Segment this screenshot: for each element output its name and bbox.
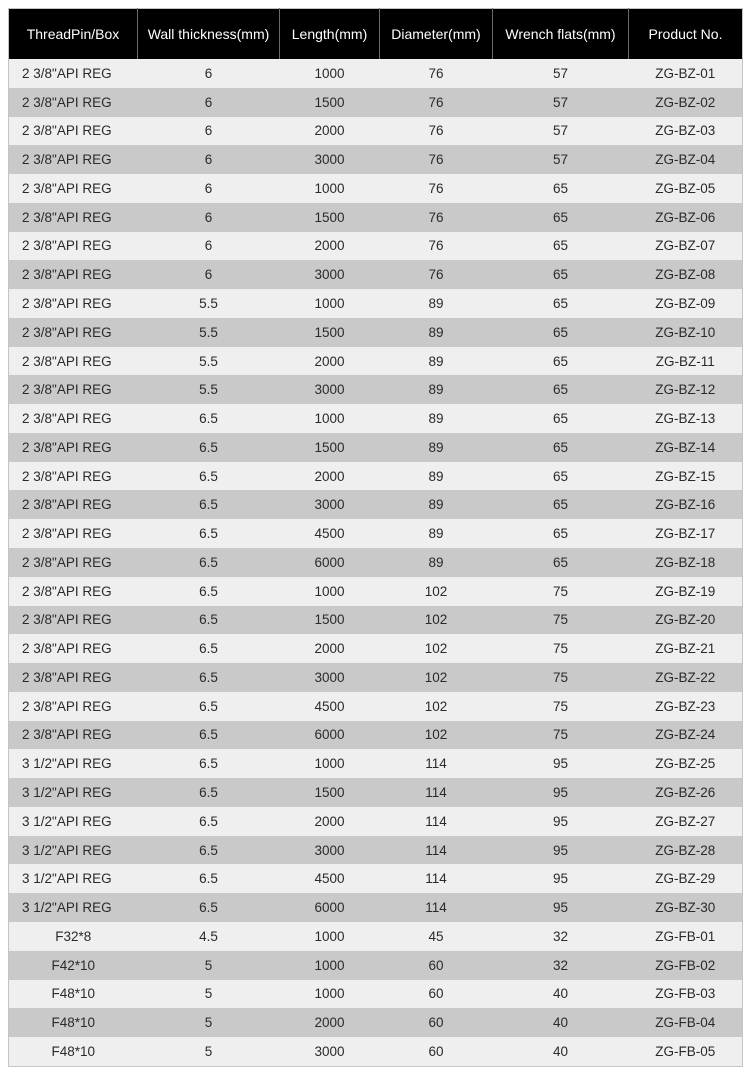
cell-wall-thickness: 6 — [138, 260, 280, 289]
cell-product-no: ZG-BZ-18 — [629, 548, 743, 577]
cell-wall-thickness: 6.5 — [138, 836, 280, 865]
cell-product-no: ZG-FB-05 — [629, 1037, 743, 1066]
cell-diameter: 102 — [380, 606, 493, 635]
cell-wall-thickness: 6.5 — [138, 548, 280, 577]
cell-diameter: 60 — [380, 1008, 493, 1037]
cell-thread: 2 3/8"API REG — [9, 577, 138, 606]
cell-thread: 2 3/8"API REG — [9, 404, 138, 433]
cell-thread: 2 3/8"API REG — [9, 663, 138, 692]
cell-length: 1500 — [280, 318, 380, 347]
cell-length: 1500 — [280, 606, 380, 635]
cell-product-no: ZG-FB-03 — [629, 980, 743, 1009]
header-product-no: Product No. — [629, 9, 743, 60]
cell-thread: 3 1/2"API REG — [9, 778, 138, 807]
cell-product-no: ZG-BZ-09 — [629, 289, 743, 318]
header-diameter: Diameter(mm) — [380, 9, 493, 60]
table-row — [9, 203, 743, 232]
cell-length: 4500 — [280, 692, 380, 721]
table-row — [9, 1037, 743, 1066]
cell-product-no: ZG-BZ-25 — [629, 749, 743, 778]
cell-product-no: ZG-BZ-08 — [629, 260, 743, 289]
cell-wrench-flats: 65 — [493, 433, 629, 462]
cell-product-no: ZG-BZ-29 — [629, 864, 743, 893]
cell-product-no: ZG-FB-04 — [629, 1008, 743, 1037]
cell-wrench-flats: 65 — [493, 462, 629, 491]
cell-thread: 2 3/8"API REG — [9, 462, 138, 491]
cell-wall-thickness: 4.5 — [138, 922, 280, 951]
cell-product-no: ZG-BZ-15 — [629, 462, 743, 491]
table-row — [9, 174, 743, 203]
cell-wrench-flats: 32 — [493, 951, 629, 980]
cell-length: 2000 — [280, 634, 380, 663]
cell-length: 1000 — [280, 951, 380, 980]
spec-table-container — [8, 8, 742, 1067]
cell-wrench-flats: 57 — [493, 117, 629, 146]
cell-wrench-flats: 95 — [493, 807, 629, 836]
cell-wrench-flats: 40 — [493, 1008, 629, 1037]
cell-thread: 2 3/8"API REG — [9, 692, 138, 721]
cell-product-no: ZG-BZ-20 — [629, 606, 743, 635]
cell-wall-thickness: 6.5 — [138, 807, 280, 836]
cell-product-no: ZG-BZ-24 — [629, 721, 743, 750]
cell-diameter: 60 — [380, 951, 493, 980]
cell-wall-thickness: 6.5 — [138, 577, 280, 606]
cell-diameter: 76 — [380, 203, 493, 232]
cell-thread: F48*10 — [9, 980, 138, 1009]
cell-diameter: 89 — [380, 490, 493, 519]
cell-length: 1500 — [280, 778, 380, 807]
cell-diameter: 89 — [380, 462, 493, 491]
table-body — [9, 59, 743, 1066]
cell-thread: 2 3/8"API REG — [9, 347, 138, 376]
cell-diameter: 76 — [380, 88, 493, 117]
cell-wall-thickness: 6 — [138, 117, 280, 146]
cell-thread: F32*8 — [9, 922, 138, 951]
cell-wall-thickness: 5.5 — [138, 318, 280, 347]
table-row — [9, 749, 743, 778]
header-wall-thickness: Wall thickness(mm) — [138, 9, 280, 60]
cell-thread: 2 3/8"API REG — [9, 145, 138, 174]
cell-diameter: 102 — [380, 692, 493, 721]
cell-diameter: 89 — [380, 404, 493, 433]
cell-thread: 2 3/8"API REG — [9, 433, 138, 462]
table-row — [9, 692, 743, 721]
cell-length: 2000 — [280, 347, 380, 376]
cell-product-no: ZG-BZ-10 — [629, 318, 743, 347]
table-header — [9, 9, 743, 60]
table-row — [9, 980, 743, 1009]
cell-thread: 2 3/8"API REG — [9, 548, 138, 577]
cell-thread: 3 1/2"API REG — [9, 893, 138, 922]
cell-wall-thickness: 6.5 — [138, 490, 280, 519]
cell-thread: 2 3/8"API REG — [9, 634, 138, 663]
cell-length: 6000 — [280, 548, 380, 577]
cell-length: 2000 — [280, 462, 380, 491]
cell-thread: 2 3/8"API REG — [9, 519, 138, 548]
cell-wall-thickness: 6.5 — [138, 404, 280, 433]
table-row — [9, 519, 743, 548]
header-length: Length(mm) — [280, 9, 380, 60]
cell-diameter: 76 — [380, 174, 493, 203]
cell-wall-thickness: 6.5 — [138, 634, 280, 663]
table-row — [9, 548, 743, 577]
cell-length: 3000 — [280, 260, 380, 289]
cell-wall-thickness: 6.5 — [138, 663, 280, 692]
header-wrench-flats: Wrench flats(mm) — [493, 9, 629, 60]
cell-length: 1000 — [280, 404, 380, 433]
cell-length: 1000 — [280, 577, 380, 606]
cell-thread: 3 1/2"API REG — [9, 836, 138, 865]
cell-length: 2000 — [280, 807, 380, 836]
cell-diameter: 89 — [380, 548, 493, 577]
cell-wrench-flats: 75 — [493, 634, 629, 663]
table-row — [9, 663, 743, 692]
cell-wall-thickness: 6.5 — [138, 778, 280, 807]
cell-wrench-flats: 65 — [493, 260, 629, 289]
table-row — [9, 145, 743, 174]
cell-wrench-flats: 65 — [493, 548, 629, 577]
cell-length: 1500 — [280, 88, 380, 117]
cell-wall-thickness: 6 — [138, 59, 280, 88]
cell-length: 1000 — [280, 980, 380, 1009]
cell-wall-thickness: 6 — [138, 88, 280, 117]
cell-length: 1500 — [280, 203, 380, 232]
table-row — [9, 836, 743, 865]
cell-wrench-flats: 75 — [493, 663, 629, 692]
cell-wall-thickness: 5.5 — [138, 375, 280, 404]
cell-wall-thickness: 6.5 — [138, 864, 280, 893]
cell-wrench-flats: 65 — [493, 174, 629, 203]
cell-wrench-flats: 57 — [493, 88, 629, 117]
table-row — [9, 433, 743, 462]
cell-length: 2000 — [280, 232, 380, 261]
cell-wall-thickness: 6.5 — [138, 749, 280, 778]
cell-length: 3000 — [280, 145, 380, 174]
cell-wrench-flats: 32 — [493, 922, 629, 951]
table-row — [9, 807, 743, 836]
cell-product-no: ZG-BZ-12 — [629, 375, 743, 404]
cell-length: 4500 — [280, 519, 380, 548]
cell-wall-thickness: 5 — [138, 1037, 280, 1066]
cell-wall-thickness: 6.5 — [138, 606, 280, 635]
cell-thread: 2 3/8"API REG — [9, 721, 138, 750]
cell-length: 1000 — [280, 59, 380, 88]
cell-length: 2000 — [280, 1008, 380, 1037]
cell-length: 1000 — [280, 174, 380, 203]
table-row — [9, 88, 743, 117]
cell-wrench-flats: 40 — [493, 980, 629, 1009]
cell-thread: 2 3/8"API REG — [9, 232, 138, 261]
cell-product-no: ZG-BZ-06 — [629, 203, 743, 232]
cell-product-no: ZG-BZ-23 — [629, 692, 743, 721]
cell-diameter: 76 — [380, 260, 493, 289]
cell-wall-thickness: 5.5 — [138, 347, 280, 376]
table-row — [9, 721, 743, 750]
cell-wall-thickness: 5.5 — [138, 289, 280, 318]
cell-length: 1500 — [280, 433, 380, 462]
cell-product-no: ZG-BZ-22 — [629, 663, 743, 692]
table-row — [9, 606, 743, 635]
cell-wall-thickness: 6.5 — [138, 893, 280, 922]
cell-product-no: ZG-BZ-27 — [629, 807, 743, 836]
cell-length: 3000 — [280, 490, 380, 519]
cell-length: 6000 — [280, 721, 380, 750]
cell-diameter: 89 — [380, 347, 493, 376]
cell-product-no: ZG-BZ-21 — [629, 634, 743, 663]
cell-diameter: 114 — [380, 864, 493, 893]
cell-wrench-flats: 65 — [493, 490, 629, 519]
cell-length: 1000 — [280, 749, 380, 778]
cell-wall-thickness: 6 — [138, 232, 280, 261]
cell-product-no: ZG-BZ-11 — [629, 347, 743, 376]
cell-diameter: 114 — [380, 749, 493, 778]
cell-diameter: 102 — [380, 663, 493, 692]
cell-thread: 2 3/8"API REG — [9, 59, 138, 88]
cell-wrench-flats: 95 — [493, 778, 629, 807]
product-spec-table — [8, 8, 743, 1067]
cell-thread: 2 3/8"API REG — [9, 375, 138, 404]
cell-product-no: ZG-BZ-13 — [629, 404, 743, 433]
cell-product-no: ZG-BZ-19 — [629, 577, 743, 606]
table-row — [9, 634, 743, 663]
cell-wall-thickness: 6 — [138, 145, 280, 174]
cell-diameter: 114 — [380, 807, 493, 836]
cell-thread: 2 3/8"API REG — [9, 117, 138, 146]
cell-diameter: 102 — [380, 721, 493, 750]
cell-wall-thickness: 5 — [138, 1008, 280, 1037]
cell-product-no: ZG-BZ-26 — [629, 778, 743, 807]
cell-diameter: 102 — [380, 577, 493, 606]
cell-wall-thickness: 5 — [138, 980, 280, 1009]
cell-wrench-flats: 75 — [493, 692, 629, 721]
cell-wrench-flats: 40 — [493, 1037, 629, 1066]
cell-diameter: 60 — [380, 980, 493, 1009]
table-row — [9, 864, 743, 893]
cell-wrench-flats: 65 — [493, 318, 629, 347]
table-row — [9, 462, 743, 491]
cell-thread: 2 3/8"API REG — [9, 318, 138, 347]
cell-wall-thickness: 6 — [138, 174, 280, 203]
cell-product-no: ZG-BZ-17 — [629, 519, 743, 548]
cell-diameter: 76 — [380, 145, 493, 174]
cell-diameter: 114 — [380, 778, 493, 807]
cell-wrench-flats: 65 — [493, 519, 629, 548]
cell-product-no: ZG-BZ-02 — [629, 88, 743, 117]
table-row — [9, 318, 743, 347]
table-row — [9, 404, 743, 433]
cell-length: 6000 — [280, 893, 380, 922]
cell-thread: F42*10 — [9, 951, 138, 980]
cell-diameter: 89 — [380, 433, 493, 462]
cell-wrench-flats: 65 — [493, 404, 629, 433]
cell-wrench-flats: 75 — [493, 577, 629, 606]
cell-wall-thickness: 6.5 — [138, 519, 280, 548]
table-row — [9, 490, 743, 519]
table-row — [9, 893, 743, 922]
table-row — [9, 117, 743, 146]
cell-wrench-flats: 65 — [493, 232, 629, 261]
cell-thread: 2 3/8"API REG — [9, 174, 138, 203]
cell-product-no: ZG-BZ-01 — [629, 59, 743, 88]
cell-diameter: 89 — [380, 289, 493, 318]
cell-wrench-flats: 75 — [493, 721, 629, 750]
cell-wrench-flats: 95 — [493, 836, 629, 865]
cell-diameter: 45 — [380, 922, 493, 951]
table-row — [9, 375, 743, 404]
cell-wrench-flats: 65 — [493, 203, 629, 232]
cell-wrench-flats: 95 — [493, 893, 629, 922]
table-row — [9, 260, 743, 289]
cell-wrench-flats: 95 — [493, 749, 629, 778]
cell-thread: 3 1/2"API REG — [9, 864, 138, 893]
cell-length: 3000 — [280, 375, 380, 404]
cell-product-no: ZG-BZ-28 — [629, 836, 743, 865]
cell-wrench-flats: 65 — [493, 375, 629, 404]
cell-thread: 3 1/2"API REG — [9, 807, 138, 836]
table-row — [9, 577, 743, 606]
cell-product-no: ZG-BZ-04 — [629, 145, 743, 174]
cell-wrench-flats: 75 — [493, 606, 629, 635]
cell-product-no: ZG-BZ-07 — [629, 232, 743, 261]
cell-wrench-flats: 65 — [493, 347, 629, 376]
cell-thread: 2 3/8"API REG — [9, 606, 138, 635]
cell-length: 1000 — [280, 289, 380, 318]
cell-product-no: ZG-BZ-16 — [629, 490, 743, 519]
cell-length: 1000 — [280, 922, 380, 951]
cell-product-no: ZG-FB-01 — [629, 922, 743, 951]
header-row — [9, 9, 743, 60]
cell-thread: 2 3/8"API REG — [9, 88, 138, 117]
cell-wrench-flats: 65 — [493, 289, 629, 318]
cell-diameter: 89 — [380, 375, 493, 404]
table-row — [9, 289, 743, 318]
cell-thread: 2 3/8"API REG — [9, 260, 138, 289]
cell-wall-thickness: 6.5 — [138, 721, 280, 750]
cell-length: 4500 — [280, 864, 380, 893]
cell-length: 3000 — [280, 836, 380, 865]
cell-wall-thickness: 6.5 — [138, 692, 280, 721]
cell-thread: F48*10 — [9, 1037, 138, 1066]
cell-diameter: 76 — [380, 59, 493, 88]
cell-diameter: 76 — [380, 117, 493, 146]
cell-product-no: ZG-BZ-05 — [629, 174, 743, 203]
cell-wrench-flats: 95 — [493, 864, 629, 893]
cell-product-no: ZG-BZ-14 — [629, 433, 743, 462]
cell-wall-thickness: 5 — [138, 951, 280, 980]
cell-diameter: 114 — [380, 836, 493, 865]
cell-diameter: 89 — [380, 318, 493, 347]
cell-thread: F48*10 — [9, 1008, 138, 1037]
table-row — [9, 951, 743, 980]
cell-length: 2000 — [280, 117, 380, 146]
table-row — [9, 778, 743, 807]
table-row — [9, 59, 743, 88]
cell-wall-thickness: 6.5 — [138, 433, 280, 462]
cell-diameter: 76 — [380, 232, 493, 261]
cell-length: 3000 — [280, 663, 380, 692]
cell-product-no: ZG-BZ-30 — [629, 893, 743, 922]
cell-thread: 3 1/2"API REG — [9, 749, 138, 778]
cell-wrench-flats: 57 — [493, 59, 629, 88]
header-thread: ThreadPin/Box — [9, 9, 138, 60]
cell-wall-thickness: 6 — [138, 203, 280, 232]
cell-length: 3000 — [280, 1037, 380, 1066]
cell-thread: 2 3/8"API REG — [9, 490, 138, 519]
cell-wrench-flats: 57 — [493, 145, 629, 174]
table-row — [9, 232, 743, 261]
cell-diameter: 89 — [380, 519, 493, 548]
table-row — [9, 922, 743, 951]
table-row — [9, 1008, 743, 1037]
cell-diameter: 114 — [380, 893, 493, 922]
cell-product-no: ZG-BZ-03 — [629, 117, 743, 146]
cell-thread: 2 3/8"API REG — [9, 203, 138, 232]
cell-diameter: 102 — [380, 634, 493, 663]
cell-thread: 2 3/8"API REG — [9, 289, 138, 318]
cell-wall-thickness: 6.5 — [138, 462, 280, 491]
cell-product-no: ZG-FB-02 — [629, 951, 743, 980]
table-row — [9, 347, 743, 376]
cell-diameter: 60 — [380, 1037, 493, 1066]
